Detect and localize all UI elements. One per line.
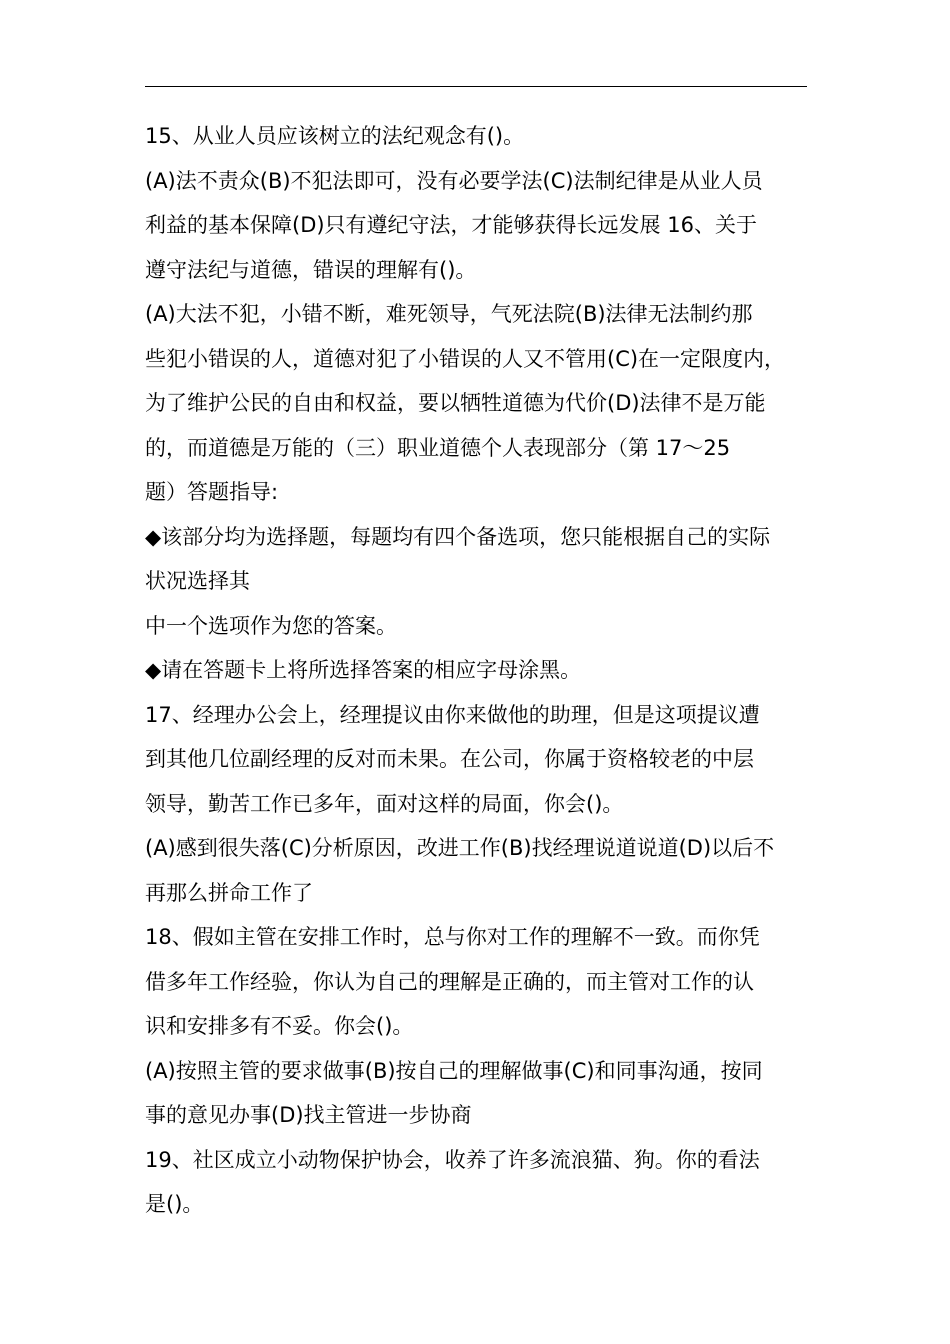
text-line: 到其他几位副经理的反对而未果。在公司，你属于资格较老的中层 — [145, 747, 754, 771]
text-line: 的，而道德是万能的（三）职业道德个人表现部分（第 17～25 — [145, 435, 731, 460]
text-line: ◆请在答题卡上将所选择答案的相应字母涂黑。 — [145, 658, 582, 682]
header-rule — [145, 86, 807, 87]
text-line: 状况选择其 — [145, 569, 250, 593]
text-line: 些犯小错误的人，道德对犯了小错误的人又不管用(C)在一定限度内， — [145, 346, 786, 371]
text-line: 再那么拼命工作了 — [145, 880, 313, 905]
text-line: 利益的基本保障(D)只有遵纪守法，才能够获得长远发展 16、关于 — [145, 213, 757, 237]
text-line: (A)法不责众(B)不犯法即可，没有必要学法(C)法制纪律是从业人员 — [145, 168, 763, 193]
text-line: 题）答题指导: — [145, 480, 279, 504]
text-line: 识和安排多有不妥。你会()。 — [145, 1014, 414, 1038]
text-line: (A)大法不犯，小错不断，难死领导，气死法院(B)法律无法制约那 — [145, 302, 753, 326]
text-line: ◆该部分均为选择题，每题均有四个备选项，您只能根据自己的实际 — [145, 524, 771, 549]
text-line: 是()。 — [145, 1192, 204, 1216]
text-line: 借多年工作经验，你认为自己的理解是正确的，而主管对工作的认 — [145, 969, 754, 994]
text-line: 为了维护公民的自由和权益，要以牺牲道德为代价(D)法律不是万能 — [145, 391, 766, 415]
text-line: 17、经理办公会上，经理提议由你来做他的助理，但是这项提议遭 — [145, 702, 760, 727]
text-line: 18、假如主管在安排工作时，总与你对工作的理解不一致。而你凭 — [145, 925, 760, 949]
text-line: (A)感到很失落(C)分析原因，改进工作(B)找经理说道说道(D)以后不 — [145, 836, 775, 860]
text-line: 领导，勤苦工作已多年，面对这样的局面，你会()。 — [145, 791, 624, 816]
text-line: 中一个选项作为您的答案。 — [145, 613, 397, 638]
text-line: 15、从业人员应该树立的法纪观念有()。 — [145, 124, 525, 148]
text-line: 遵守法纪与道德，错误的理解有()。 — [145, 257, 477, 282]
text-line: 19、社区成立小动物保护协会，收养了许多流浪猫、狗。你的看法 — [145, 1147, 760, 1172]
document-body — [145, 114, 807, 1227]
text-line: (A)按照主管的要求做事(B)按自己的理解做事(C)和同事沟通，按同 — [145, 1058, 763, 1083]
text-line: 事的意见办事(D)找主管进一步协商 — [145, 1103, 472, 1127]
